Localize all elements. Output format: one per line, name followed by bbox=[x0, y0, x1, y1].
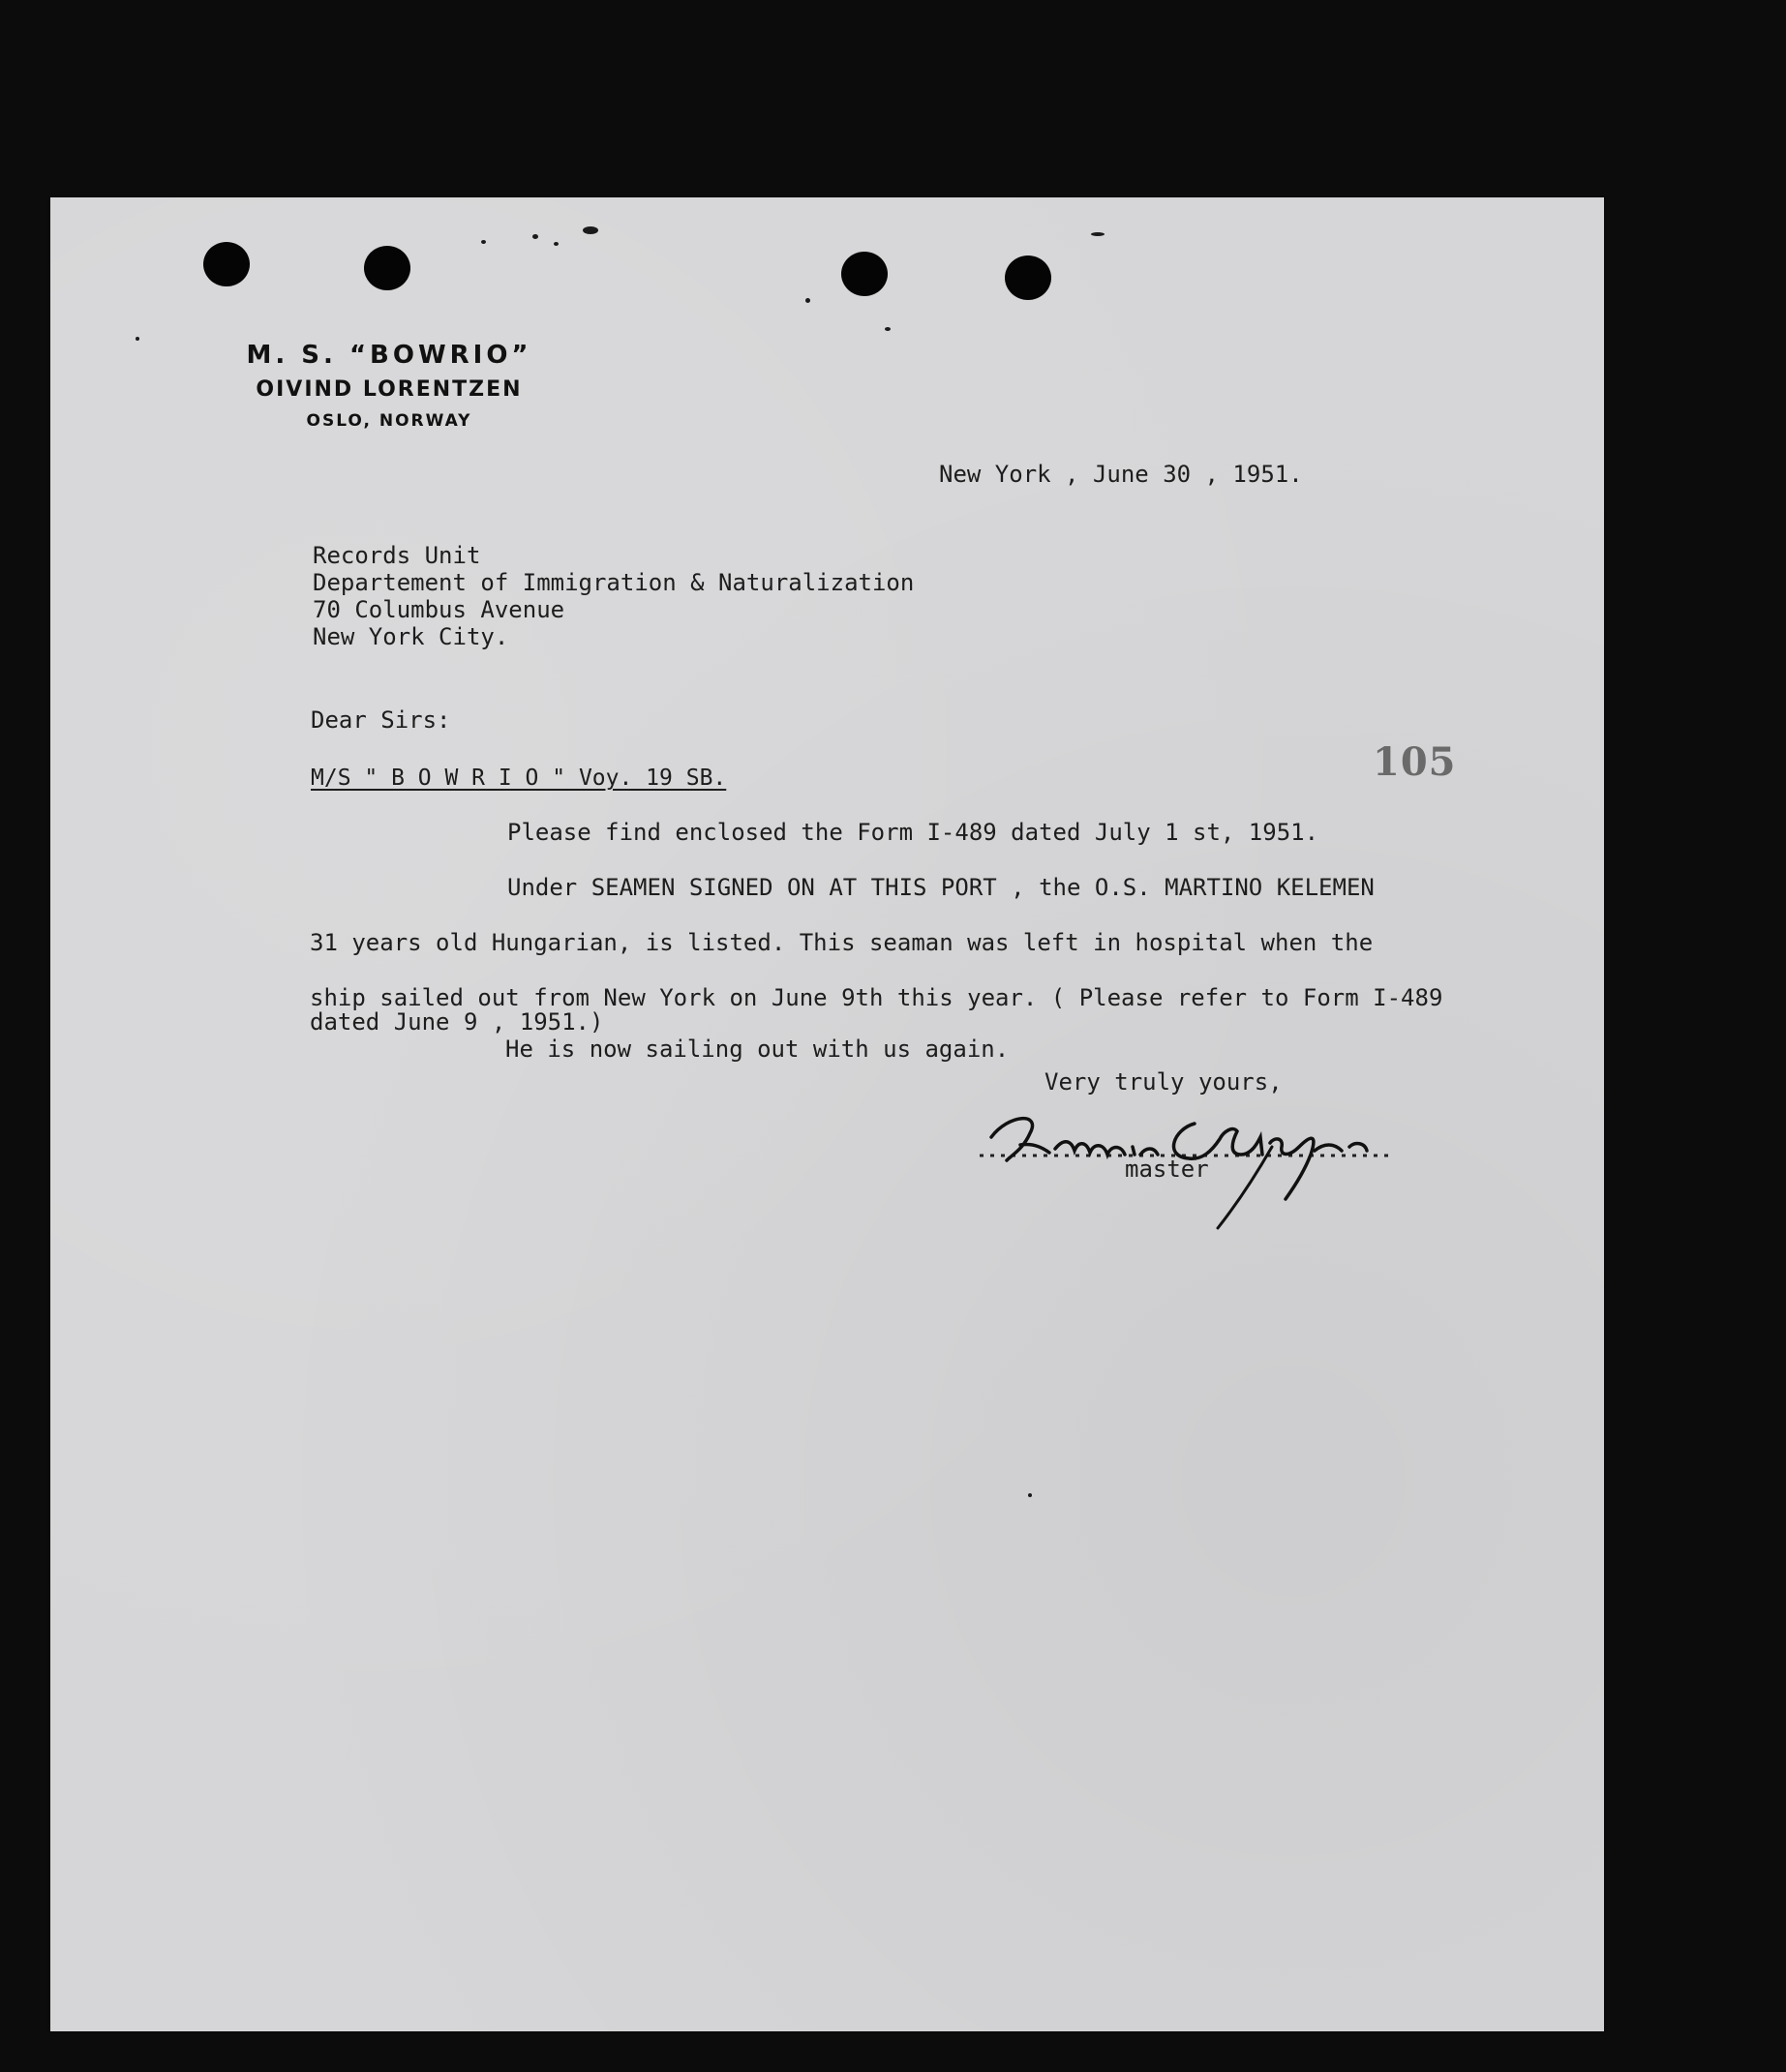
signature-title: master bbox=[1125, 1156, 1209, 1183]
recipient-line: New York City. bbox=[313, 623, 509, 650]
punch-hole bbox=[841, 252, 888, 296]
body-paragraph: ship sailed out from New York on June 9th this year. ( Please refer to Form I-489 bbox=[310, 984, 1443, 1011]
letterhead-owner: OIVIND LORENTZEN bbox=[256, 377, 523, 402]
body-paragraph: 31 years old Hungarian, is listed. This seaman was left in hospital when the bbox=[310, 929, 1374, 956]
date-line: New York , June 30 , 1951. bbox=[939, 461, 1303, 488]
punch-hole bbox=[364, 246, 410, 290]
paper-speck bbox=[805, 298, 810, 303]
salutation: Dear Sirs: bbox=[311, 706, 451, 734]
letterhead-ship-name: M. S. “BOWRIO” bbox=[246, 341, 532, 370]
recipient-line: 70 Columbus Avenue bbox=[313, 596, 565, 623]
closing: Very truly yours, bbox=[1044, 1068, 1283, 1096]
paper-speck bbox=[1091, 232, 1105, 236]
file-number-stamp: 105 bbox=[1373, 739, 1457, 785]
recipient-line: Departement of Immigration & Naturalization bbox=[313, 569, 915, 596]
body-paragraph: He is now sailing out with us again. bbox=[505, 1036, 1010, 1063]
paper-speck bbox=[481, 240, 486, 244]
paper-speck bbox=[532, 234, 538, 239]
punch-hole bbox=[1005, 255, 1051, 300]
letterhead bbox=[200, 341, 578, 431]
subject-line: M/S " B O W R I O " Voy. 19 SB. bbox=[311, 766, 727, 791]
paper-speck bbox=[136, 337, 139, 341]
letterhead-city: OSLO, NORWAY bbox=[306, 411, 472, 431]
paper-speck bbox=[583, 226, 598, 234]
recipient-line: Records Unit bbox=[313, 542, 481, 569]
body-paragraph: dated June 9 , 1951.) bbox=[310, 1008, 604, 1036]
handwritten-signature bbox=[970, 1054, 1473, 1247]
paper-speck bbox=[554, 242, 559, 246]
body-paragraph: Please find enclosed the Form I-489 dated July 1 st, 1951. bbox=[507, 819, 1319, 846]
paper-speck bbox=[885, 327, 891, 331]
body-paragraph: Under SEAMEN SIGNED ON AT THIS PORT , the O.S. MARTINO KELEMEN bbox=[507, 874, 1375, 901]
paper-speck bbox=[1028, 1493, 1032, 1497]
letter-page bbox=[50, 197, 1604, 2031]
punch-hole bbox=[203, 242, 250, 286]
